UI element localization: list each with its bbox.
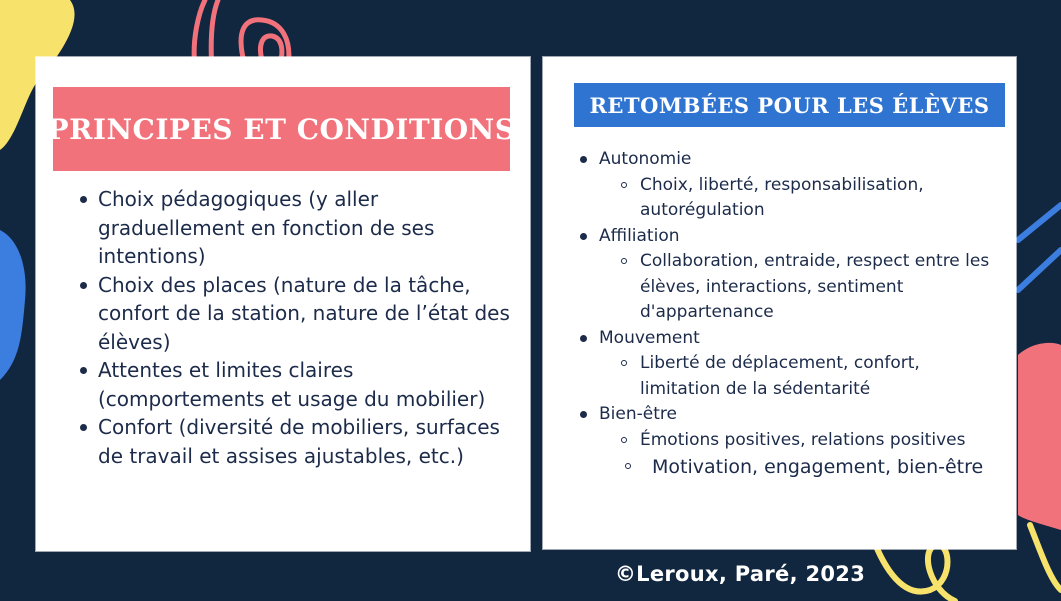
outcome-group-autonomie xyxy=(578,147,998,224)
principles-title-band xyxy=(47,87,516,171)
outcome-subitem: Collaboration, entraide, respect entre les élèves, interactions, sentiment d'appartenance xyxy=(619,249,998,326)
footer-credit: ©Leroux, Paré, 2023 xyxy=(614,562,866,586)
outcome-sublist xyxy=(619,428,998,482)
outcome-group-bien-etre xyxy=(578,402,998,481)
outcome-sublist xyxy=(619,249,998,326)
outcomes-list xyxy=(578,147,998,481)
principles-title: PRINCIPES ET CONDITIONS xyxy=(47,112,516,146)
outcome-group-mouvement xyxy=(578,326,998,403)
outcomes-panel xyxy=(543,57,1016,549)
outcomes-title-band xyxy=(574,83,1005,127)
principle-item-3: Attentes et limites claires (comportements et usage du mobilier) xyxy=(76,356,516,413)
blue-lines-right xyxy=(1018,205,1061,290)
outcome-label: Mouvement xyxy=(599,327,700,348)
outcome-subitem: Émotions positives, relations positives xyxy=(619,428,998,454)
outcome-label: Autonomie xyxy=(599,149,692,169)
outcome-sublist xyxy=(619,351,998,402)
outcome-group-affiliation xyxy=(578,224,998,326)
outcome-subitem: Motivation, engagement, bien-être xyxy=(625,453,998,481)
outcome-sublist xyxy=(619,173,998,224)
principle-item-4: Confort (diversité de mobiliers, surfaces de travail et assises ajustables, etc.) xyxy=(76,413,516,470)
outcome-label: Affiliation xyxy=(599,225,680,246)
principle-item-1: Choix pédagogiques (y aller graduellement en fonction de ses intentions) xyxy=(76,185,516,271)
blue-blob-left xyxy=(0,230,26,380)
outcome-subitem: Choix, liberté, responsabilisation, autorégulation xyxy=(619,173,998,224)
principle-item-2: Choix des places (nature de la tâche, confort de la station, nature de l’état des élèves) xyxy=(76,271,516,357)
outcome-label: Bien-être xyxy=(599,404,677,424)
principles-list xyxy=(76,185,516,470)
pink-blob-right xyxy=(1018,343,1061,530)
outcomes-title: RETOMBÉES POUR LES ÉLÈVES xyxy=(589,92,990,118)
outcome-subitem: Liberté de déplacement, confort, limitation de la sédentarité xyxy=(619,351,998,402)
principles-panel xyxy=(36,57,530,551)
